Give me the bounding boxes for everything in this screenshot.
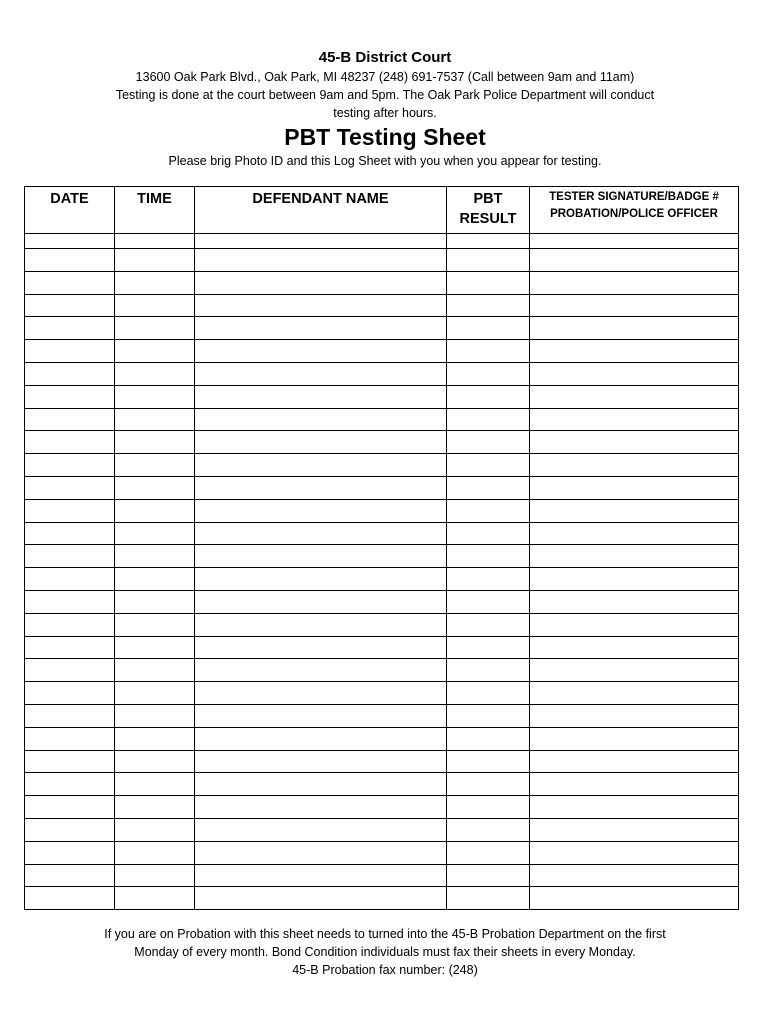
tester-signature-cell[interactable] — [530, 317, 739, 340]
time-cell[interactable] — [115, 431, 195, 454]
time-cell[interactable] — [115, 613, 195, 636]
pbt-result-cell[interactable] — [447, 476, 530, 499]
tester-signature-cell[interactable] — [530, 454, 739, 477]
pbt-result-cell[interactable] — [447, 864, 530, 887]
tester-signature-cell[interactable] — [530, 727, 739, 750]
time-cell[interactable] — [115, 568, 195, 591]
defendant-name-cell[interactable] — [195, 818, 447, 841]
instruction-text: Please brig Photo ID and this Log Sheet with you when you appear for testing. — [168, 154, 602, 168]
tester-signature-cell[interactable] — [530, 887, 739, 910]
time-cell[interactable] — [115, 385, 195, 408]
defendant-name-cell[interactable] — [195, 522, 447, 545]
time-cell[interactable] — [115, 362, 195, 385]
defendant-name-cell[interactable] — [195, 750, 447, 773]
tester-signature-cell[interactable] — [530, 476, 739, 499]
pbt-result-cell[interactable] — [447, 590, 530, 613]
table-row — [25, 818, 739, 841]
defendant-name-cell[interactable] — [195, 613, 447, 636]
tester-signature-cell[interactable] — [530, 522, 739, 545]
date-cell[interactable] — [25, 271, 115, 294]
date-cell[interactable] — [25, 727, 115, 750]
time-cell[interactable] — [115, 887, 195, 910]
time-cell[interactable] — [115, 454, 195, 477]
table-row — [25, 476, 739, 499]
table-row — [25, 727, 739, 750]
time-cell[interactable] — [115, 796, 195, 819]
pbt-result-label-line-2: RESULT — [459, 211, 517, 227]
defendant-name-cell[interactable] — [195, 704, 447, 727]
date-cell[interactable] — [25, 887, 115, 910]
pbt-result-cell[interactable] — [447, 294, 530, 317]
table-row — [25, 704, 739, 727]
table-row — [25, 682, 739, 705]
time-cell[interactable] — [115, 408, 195, 431]
column-header-pbt-result — [447, 187, 530, 234]
footer-line-1: If you are on Probation with this sheet needs to turned into the 45-B Probation Department on the first — [104, 927, 666, 941]
pbt-result-cell[interactable] — [447, 704, 530, 727]
column-header-date — [25, 187, 115, 234]
pbt-result-cell[interactable] — [447, 340, 530, 363]
footer-notice — [0, 925, 770, 979]
column-header-defendant-name-label: DEFENDANT NAME — [252, 191, 389, 207]
date-cell[interactable] — [25, 841, 115, 864]
table-row — [25, 545, 739, 568]
tester-signature-cell[interactable] — [530, 659, 739, 682]
table-row — [25, 522, 739, 545]
time-cell[interactable] — [115, 750, 195, 773]
tester-signature-cell[interactable] — [530, 818, 739, 841]
table-row — [25, 340, 739, 363]
column-header-time — [115, 187, 195, 234]
time-cell[interactable] — [115, 499, 195, 522]
pbt-result-cell[interactable] — [447, 682, 530, 705]
time-cell[interactable] — [115, 545, 195, 568]
date-cell[interactable] — [25, 408, 115, 431]
date-cell[interactable] — [25, 590, 115, 613]
tester-signature-cell[interactable] — [530, 864, 739, 887]
defendant-name-cell[interactable] — [195, 408, 447, 431]
tester-signature-cell[interactable] — [530, 545, 739, 568]
defendant-name-cell[interactable] — [195, 727, 447, 750]
tester-signature-cell[interactable] — [530, 704, 739, 727]
tester-signature-cell[interactable] — [530, 431, 739, 454]
tester-signature-cell[interactable] — [530, 841, 739, 864]
tester-signature-cell[interactable] — [530, 773, 739, 796]
time-cell[interactable] — [115, 340, 195, 363]
time-cell[interactable] — [115, 864, 195, 887]
tester-signature-cell[interactable] — [530, 568, 739, 591]
date-cell[interactable] — [25, 864, 115, 887]
date-cell[interactable] — [25, 454, 115, 477]
time-cell[interactable] — [115, 294, 195, 317]
tester-signature-label-line-2: PROBATION/POLICE OFFICER — [550, 208, 718, 220]
date-cell[interactable] — [25, 773, 115, 796]
defendant-name-cell[interactable] — [195, 249, 447, 272]
defendant-name-cell[interactable] — [195, 234, 447, 249]
date-cell[interactable] — [25, 234, 115, 249]
defendant-name-cell[interactable] — [195, 796, 447, 819]
date-cell[interactable] — [25, 659, 115, 682]
table-row — [25, 431, 739, 454]
date-cell[interactable] — [25, 545, 115, 568]
table-row — [25, 613, 739, 636]
date-cell[interactable] — [25, 362, 115, 385]
time-cell[interactable] — [115, 636, 195, 659]
defendant-name-cell[interactable] — [195, 271, 447, 294]
defendant-name-cell[interactable] — [195, 317, 447, 340]
defendant-name-cell[interactable] — [195, 864, 447, 887]
date-cell[interactable] — [25, 522, 115, 545]
date-cell[interactable] — [25, 294, 115, 317]
defendant-name-cell[interactable] — [195, 476, 447, 499]
defendant-name-cell[interactable] — [195, 773, 447, 796]
pbt-result-cell[interactable] — [447, 796, 530, 819]
table-row — [25, 796, 739, 819]
pbt-result-cell[interactable] — [447, 613, 530, 636]
testing-hours-line-2: testing after hours. — [333, 106, 437, 120]
defendant-name-cell[interactable] — [195, 590, 447, 613]
date-cell[interactable] — [25, 431, 115, 454]
time-cell[interactable] — [115, 682, 195, 705]
date-cell[interactable] — [25, 636, 115, 659]
table-row — [25, 408, 739, 431]
pbt-result-cell[interactable] — [447, 317, 530, 340]
time-cell[interactable] — [115, 249, 195, 272]
court-address: 13600 Oak Park Blvd., Oak Park, MI 48237 (248) 691-7537 (Call between 9am and 11am) — [135, 70, 635, 84]
table-body — [25, 234, 739, 910]
defendant-name-cell[interactable] — [195, 841, 447, 864]
time-cell[interactable] — [115, 271, 195, 294]
court-name: 45-B District Court — [318, 49, 452, 66]
defendant-name-cell[interactable] — [195, 294, 447, 317]
document-header — [0, 48, 770, 122]
tester-signature-cell[interactable] — [530, 408, 739, 431]
pbt-result-cell[interactable] — [447, 249, 530, 272]
pbt-result-cell[interactable] — [447, 408, 530, 431]
time-cell[interactable] — [115, 841, 195, 864]
defendant-name-cell[interactable] — [195, 568, 447, 591]
table-row — [25, 864, 739, 887]
pbt-result-cell[interactable] — [447, 636, 530, 659]
defendant-name-cell[interactable] — [195, 454, 447, 477]
date-cell[interactable] — [25, 796, 115, 819]
table-row — [25, 454, 739, 477]
date-cell[interactable] — [25, 818, 115, 841]
tester-signature-cell[interactable] — [530, 636, 739, 659]
tester-signature-cell[interactable] — [530, 613, 739, 636]
pbt-result-cell[interactable] — [447, 499, 530, 522]
time-cell[interactable] — [115, 727, 195, 750]
table-row — [25, 294, 739, 317]
defendant-name-cell[interactable] — [195, 362, 447, 385]
defendant-name-cell[interactable] — [195, 385, 447, 408]
defendant-name-cell[interactable] — [195, 636, 447, 659]
date-cell[interactable] — [25, 385, 115, 408]
table-row — [25, 659, 739, 682]
pbt-result-cell[interactable] — [447, 887, 530, 910]
time-cell[interactable] — [115, 590, 195, 613]
table-row — [25, 249, 739, 272]
date-cell[interactable] — [25, 340, 115, 363]
time-cell[interactable] — [115, 659, 195, 682]
table-row — [25, 317, 739, 340]
time-cell[interactable] — [115, 704, 195, 727]
pbt-result-cell[interactable] — [447, 659, 530, 682]
table-row — [25, 499, 739, 522]
date-cell[interactable] — [25, 682, 115, 705]
pbt-result-cell[interactable] — [447, 545, 530, 568]
date-cell[interactable] — [25, 704, 115, 727]
column-header-defendant-name — [195, 187, 447, 234]
tester-signature-cell[interactable] — [530, 271, 739, 294]
pbt-result-cell[interactable] — [447, 454, 530, 477]
defendant-name-cell[interactable] — [195, 340, 447, 363]
table-row — [25, 590, 739, 613]
time-cell[interactable] — [115, 818, 195, 841]
pbt-result-cell[interactable] — [447, 271, 530, 294]
date-cell[interactable] — [25, 317, 115, 340]
tester-signature-cell[interactable] — [530, 234, 739, 249]
tester-signature-cell[interactable] — [530, 385, 739, 408]
tester-signature-cell[interactable] — [530, 796, 739, 819]
defendant-name-cell[interactable] — [195, 659, 447, 682]
footer-line-2: Monday of every month. Bond Condition individuals must fax their sheets in every Monday. — [134, 945, 636, 959]
defendant-name-cell[interactable] — [195, 499, 447, 522]
pbt-result-cell[interactable] — [447, 841, 530, 864]
pbt-result-cell[interactable] — [447, 385, 530, 408]
time-cell[interactable] — [115, 317, 195, 340]
time-cell[interactable] — [115, 476, 195, 499]
tester-signature-label-line-1: TESTER SIGNATURE/BADGE # — [549, 191, 719, 203]
table-row — [25, 568, 739, 591]
footer-line-3: 45-B Probation fax number: (248) — [292, 963, 478, 977]
sheet-title: PBT Testing Sheet — [284, 124, 486, 150]
pbt-result-cell[interactable] — [447, 568, 530, 591]
date-cell[interactable] — [25, 568, 115, 591]
testing-log-table — [24, 186, 739, 910]
date-cell[interactable] — [25, 476, 115, 499]
table-row — [25, 887, 739, 910]
tester-signature-cell[interactable] — [530, 682, 739, 705]
time-cell[interactable] — [115, 234, 195, 249]
tester-signature-cell[interactable] — [530, 294, 739, 317]
table-header-row — [25, 187, 739, 234]
column-header-tester-signature — [530, 187, 739, 234]
date-cell[interactable] — [25, 613, 115, 636]
tester-signature-cell[interactable] — [530, 750, 739, 773]
tester-signature-cell[interactable] — [530, 590, 739, 613]
table-row — [25, 750, 739, 773]
defendant-name-cell[interactable] — [195, 887, 447, 910]
table-row — [25, 271, 739, 294]
date-cell[interactable] — [25, 249, 115, 272]
defendant-name-cell[interactable] — [195, 431, 447, 454]
table-row — [25, 362, 739, 385]
pbt-result-label-line-1: PBT — [473, 191, 503, 207]
tester-signature-cell[interactable] — [530, 362, 739, 385]
pbt-result-cell[interactable] — [447, 727, 530, 750]
pbt-result-cell[interactable] — [447, 362, 530, 385]
time-cell[interactable] — [115, 773, 195, 796]
pbt-result-cell[interactable] — [447, 818, 530, 841]
table-row — [25, 385, 739, 408]
date-cell[interactable] — [25, 750, 115, 773]
tester-signature-cell[interactable] — [530, 340, 739, 363]
testing-hours-line-1: Testing is done at the court between 9am and 5pm. The Oak Park Police Department will conduct — [115, 88, 655, 102]
defendant-name-cell[interactable] — [195, 545, 447, 568]
table-row — [25, 636, 739, 659]
column-header-date-label: DATE — [50, 191, 89, 207]
column-header-time-label: TIME — [137, 191, 172, 207]
tester-signature-cell[interactable] — [530, 499, 739, 522]
pbt-result-cell[interactable] — [447, 234, 530, 249]
pbt-result-cell[interactable] — [447, 431, 530, 454]
table-row — [25, 841, 739, 864]
pbt-result-cell[interactable] — [447, 750, 530, 773]
pbt-result-cell[interactable] — [447, 522, 530, 545]
time-cell[interactable] — [115, 522, 195, 545]
table-row — [25, 234, 739, 249]
date-cell[interactable] — [25, 499, 115, 522]
defendant-name-cell[interactable] — [195, 682, 447, 705]
pbt-result-cell[interactable] — [447, 773, 530, 796]
table-row — [25, 773, 739, 796]
tester-signature-cell[interactable] — [530, 249, 739, 272]
